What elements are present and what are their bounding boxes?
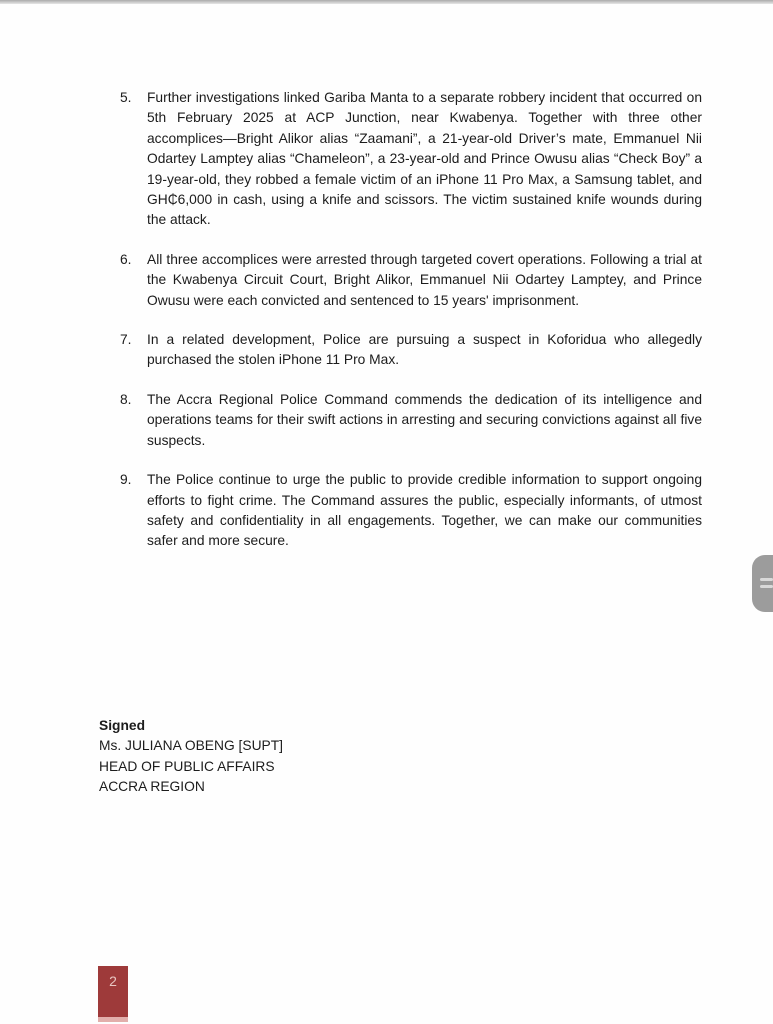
list-item-number: 9. <box>120 472 132 488</box>
list-item-number: 6. <box>120 251 132 267</box>
scroll-handle[interactable] <box>752 555 773 612</box>
page-number: 2 <box>109 973 117 989</box>
list-item <box>120 88 702 231</box>
page-top-edge <box>0 0 773 4</box>
list-item-text: The Police continue to urge the public to provide credible information to support ongoing efforts to fight crime. The Command assures the public, especially informants, of utmost safety and confidentiality in all engagements. Together, we can make our communities safer and more secure. <box>147 472 702 549</box>
press-release-list <box>120 88 702 552</box>
signature-name: Ms. JULIANA OBENG [SUPT] <box>99 738 283 754</box>
list-item-text: Further investigations linked Gariba Manta to a separate robbery incident that occurred on 5th February 2025 at ACP Junction, near Kwabenya. Together with three other accomplices—Bright Alikor alias “Zaamani”, a 21-year-old Driver’s mate, Emmanuel Nii Odartey Lamptey alias “Chameleon”, a 23-year-old and Prince Owusu alias “Check Boy” a 19-year-old, they robbed a female victim of an iPhone 11 Pro Max, a Samsung tablet, and GH₵6,000 in cash, using a knife and scissors. The victim sustained knife wounds during the attack. <box>147 90 702 228</box>
press-release-body <box>120 88 702 571</box>
list-item-text: In a related development, Police are pursuing a suspect in Koforidua who allegedly purchased the stolen iPhone 11 Pro Max. <box>147 332 702 368</box>
page-badge-edge <box>98 1017 128 1022</box>
list-item-text: The Accra Regional Police Command commends the dedication of its intelligence and operations teams for their swift actions in arresting and securing convictions against all five suspects. <box>147 391 702 448</box>
list-item-number: 8. <box>120 391 132 407</box>
signature-title: HEAD OF PUBLIC AFFAIRS <box>99 758 275 774</box>
list-item-text: All three accomplices were arrested through targeted covert operations. Following a trial at the Kwabenya Circuit Court, Bright Alikor, Emmanuel Nii Odartey Lamptey, and Prince Owusu were each convicted and sentenced to 15 years' imprisonment. <box>147 251 702 308</box>
list-item-number: 5. <box>120 90 132 105</box>
signature-signed-label: Signed <box>99 718 145 733</box>
signature-region: ACCRA REGION <box>99 778 205 794</box>
signature-block <box>99 716 283 797</box>
drag-handle-icon <box>760 578 773 592</box>
list-item-number: 7. <box>120 332 132 348</box>
list-item <box>120 390 702 451</box>
page-number-badge <box>98 966 128 1017</box>
list-item <box>120 250 702 311</box>
list-item <box>120 330 702 371</box>
list-item <box>120 470 702 552</box>
